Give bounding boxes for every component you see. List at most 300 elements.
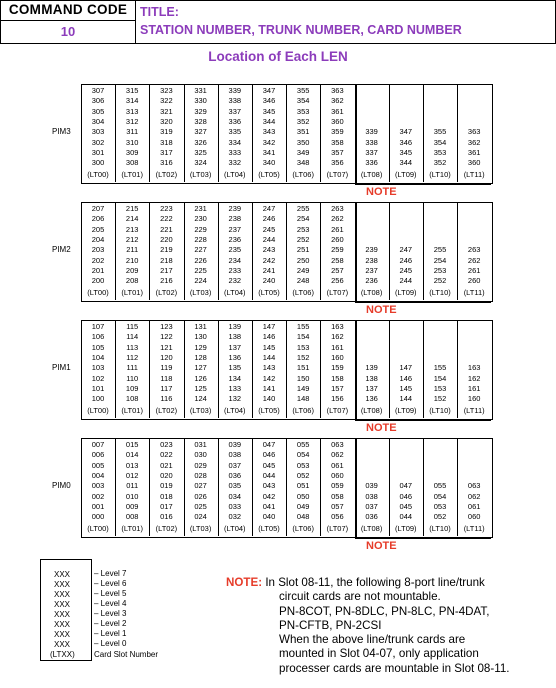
len-number: 113 — [126, 342, 139, 352]
legend-xxx: XXX — [54, 580, 71, 589]
len-number: 328 — [194, 116, 207, 126]
len-number: 242 — [262, 255, 276, 265]
len-number: 356 — [331, 158, 344, 168]
len-number: 247 — [399, 245, 413, 255]
len-number: 245 — [262, 224, 276, 234]
len-number: 331 — [194, 86, 207, 95]
len-number: 154 — [296, 332, 310, 342]
len-number: 140 — [262, 394, 276, 404]
len-number: 260 — [467, 276, 481, 286]
len-number: 046 — [399, 491, 413, 501]
slot-label: (LT03) — [189, 288, 212, 297]
slot-label: (LT04) — [224, 288, 246, 297]
len-number: 215 — [125, 204, 139, 213]
len-number: 149 — [296, 383, 310, 393]
len-number: 347 — [399, 127, 413, 137]
len-number: 253 — [433, 265, 447, 275]
len-number: 055 — [433, 481, 447, 491]
legend-xxx: XXX — [54, 570, 71, 579]
len-number: 254 — [433, 255, 447, 265]
len-number: 151 — [296, 363, 310, 373]
len-number: 344 — [262, 116, 276, 126]
len-number: 144 — [399, 394, 413, 404]
len-number: 229 — [194, 224, 207, 234]
len-number: 322 — [160, 96, 173, 106]
len-number: 262 — [331, 214, 344, 224]
legend-xxx: XXX — [54, 600, 71, 609]
len-number: 015 — [125, 440, 139, 449]
len-number: 105 — [91, 342, 105, 352]
len-number: 311 — [126, 127, 139, 137]
len-number: 152 — [296, 352, 310, 362]
len-number: 321 — [160, 106, 173, 116]
len-number: 258 — [331, 255, 344, 265]
len-number: 144 — [262, 352, 276, 362]
len-number: 063 — [467, 481, 481, 491]
len-number: 260 — [331, 234, 344, 244]
len-number: 037 — [365, 501, 378, 511]
len-number: 146 — [399, 373, 413, 383]
len-number: 253 — [296, 224, 310, 234]
len-number: 124 — [194, 394, 207, 404]
len-number: 153 — [433, 383, 447, 393]
len-number: 031 — [194, 440, 207, 449]
len-number: 239 — [365, 245, 378, 255]
slot-label: (LT03) — [189, 406, 212, 415]
len-number: 221 — [160, 224, 173, 234]
len-number: 325 — [194, 147, 207, 157]
slot-label: (LT05) — [258, 406, 280, 415]
len-number: 133 — [228, 383, 242, 393]
len-number: 327 — [194, 127, 207, 137]
len-number: 238 — [365, 255, 378, 265]
len-number: 046 — [262, 450, 276, 460]
len-number: 314 — [125, 96, 139, 106]
len-number: 244 — [262, 234, 276, 244]
header — [0, 0, 556, 44]
len-number: 246 — [262, 214, 276, 224]
len-number: 235 — [228, 245, 242, 255]
len-number: 128 — [194, 352, 207, 362]
len-number: 043 — [262, 481, 276, 491]
len-number: 204 — [91, 234, 105, 244]
len-number: 059 — [331, 481, 344, 491]
len-number: 254 — [296, 214, 310, 224]
len-number: 313 — [125, 106, 139, 116]
note-line-4: PN-CFTB, PN-2CSI — [279, 618, 382, 632]
len-number: 358 — [331, 137, 344, 147]
slot-label: (LT01) — [121, 406, 143, 415]
legend-level: – Level 7 — [94, 569, 127, 578]
len-number: 337 — [228, 106, 242, 116]
legend-xxx: XXX — [54, 590, 71, 599]
len-number: 119 — [160, 363, 173, 373]
len-number: 147 — [399, 363, 413, 373]
len-number: 024 — [194, 512, 207, 522]
len-number: 039 — [228, 440, 242, 449]
len-number: 334 — [228, 137, 242, 147]
len-number: 255 — [433, 245, 447, 255]
len-number: 052 — [296, 470, 310, 480]
len-number: 145 — [399, 383, 413, 393]
len-number: 346 — [262, 96, 276, 106]
legend-level: – Level 1 — [94, 629, 127, 638]
len-number: 142 — [262, 373, 276, 383]
len-number: 354 — [433, 137, 447, 147]
legend-xxx: XXX — [54, 640, 71, 649]
len-number: 029 — [194, 460, 207, 470]
legend-slot-label: Card Slot Number — [94, 650, 159, 659]
len-number: 032 — [228, 512, 242, 522]
len-number: 241 — [262, 265, 276, 275]
len-number: 246 — [399, 255, 413, 265]
len-number: 052 — [433, 512, 447, 522]
len-number: 248 — [296, 276, 310, 286]
len-number: 301 — [91, 147, 105, 157]
slot-label: (LT05) — [258, 288, 280, 297]
len-number: 212 — [125, 234, 139, 244]
len-number: 047 — [399, 481, 413, 491]
legend-xxx: XXX — [54, 620, 71, 629]
len-number: 115 — [126, 322, 139, 331]
len-number: 009 — [125, 501, 139, 511]
slot-label: (LT07) — [326, 406, 349, 415]
legend-level: – Level 6 — [94, 579, 127, 588]
len-number: 044 — [399, 512, 413, 522]
len-number: 049 — [296, 501, 310, 511]
legend-level: – Level 5 — [94, 589, 127, 598]
len-number: 362 — [467, 137, 481, 147]
len-number: 226 — [194, 255, 207, 265]
len-number: 101 — [91, 383, 105, 393]
len-number: 055 — [296, 440, 310, 449]
len-number: 148 — [296, 394, 310, 404]
slot-label: (LT03) — [189, 170, 212, 179]
len-number: 361 — [331, 106, 344, 116]
legend-level: – Level 4 — [94, 599, 127, 608]
len-number: 315 — [125, 86, 139, 95]
len-number: 004 — [91, 470, 105, 480]
len-number: 037 — [228, 460, 242, 470]
len-number: 062 — [467, 491, 481, 501]
len-number: 336 — [365, 158, 378, 168]
len-number: 146 — [262, 332, 276, 342]
slot-label: (LT08) — [360, 406, 383, 415]
len-number: 127 — [194, 363, 207, 373]
len-number: 354 — [296, 96, 310, 106]
len-number: 060 — [467, 512, 481, 522]
len-number: 220 — [160, 234, 173, 244]
len-number: 021 — [160, 460, 173, 470]
len-number: 130 — [194, 332, 207, 342]
len-number: 107 — [91, 322, 105, 331]
len-number: 137 — [228, 342, 242, 352]
len-number: 051 — [296, 481, 310, 491]
len-number: 353 — [433, 147, 447, 157]
len-number: 108 — [125, 394, 139, 404]
len-number: 236 — [228, 234, 242, 244]
len-number: 224 — [194, 276, 207, 286]
len-number: 335 — [228, 127, 242, 137]
len-number: 239 — [228, 204, 242, 213]
len-number: 136 — [365, 394, 378, 404]
len-number: 141 — [262, 383, 276, 393]
slot-label: (LT04) — [224, 170, 246, 179]
header-divider — [1, 20, 135, 21]
len-number: 103 — [91, 363, 105, 373]
len-number: 118 — [160, 373, 173, 383]
len-number: 025 — [194, 501, 207, 511]
len-number: 300 — [91, 158, 105, 168]
len-number: 243 — [262, 245, 276, 255]
len-number: 155 — [296, 322, 310, 331]
pim-label: PIM0 — [52, 481, 71, 490]
len-number: 355 — [433, 127, 447, 137]
legend-xxx: XXX — [54, 610, 71, 619]
len-number: 139 — [365, 363, 378, 373]
slot-label: (LT02) — [155, 288, 178, 297]
len-number: 231 — [194, 204, 207, 213]
legend-level: – Level 0 — [94, 639, 127, 648]
len-number: 123 — [160, 322, 173, 331]
slot-label: (LT10) — [429, 406, 451, 415]
len-number: 306 — [91, 96, 105, 106]
len-number: 008 — [125, 512, 139, 522]
note-marker: NOTE — [366, 304, 397, 316]
note-underline — [355, 184, 492, 185]
page-subtitle: Location of Each LEN — [208, 49, 348, 64]
slot-label: (LT05) — [258, 524, 280, 533]
len-number: 207 — [91, 204, 105, 213]
len-number: 150 — [296, 373, 310, 383]
len-number: 145 — [262, 342, 276, 352]
note-line-7: processer cards are mountable in Slot 08-11. — [279, 661, 510, 675]
pim-label: PIM2 — [52, 245, 71, 254]
len-number: 011 — [126, 481, 139, 491]
slot-label: (LT11) — [463, 524, 485, 533]
note-line-2: circuit cards are not mountable. — [279, 590, 441, 604]
len-number: 062 — [331, 450, 344, 460]
len-number: 345 — [399, 147, 413, 157]
slot-label: (LT10) — [429, 288, 451, 297]
note-line-6: mounted in Slot 04-07, only application — [279, 647, 479, 661]
len-number: 026 — [194, 491, 207, 501]
len-number: 111 — [126, 363, 138, 373]
len-number: 054 — [433, 491, 447, 501]
legend-slot: (LTXX) — [50, 650, 75, 659]
len-number: 102 — [91, 373, 105, 383]
len-number: 237 — [228, 224, 242, 234]
len-number: 038 — [365, 491, 378, 501]
len-number: 259 — [331, 245, 344, 255]
legend-level: – Level 2 — [94, 619, 127, 628]
len-number: 346 — [399, 137, 413, 147]
len-number: 304 — [91, 116, 105, 126]
len-number: 156 — [331, 394, 344, 404]
slot-label: (LT08) — [360, 288, 383, 297]
slot-label: (LT04) — [224, 524, 246, 533]
note-head: NOTE: — [226, 576, 263, 589]
len-number: 312 — [125, 116, 139, 126]
len-number: 352 — [296, 116, 310, 126]
len-number: 227 — [194, 245, 207, 255]
len-number: 332 — [228, 158, 242, 168]
len-number: 038 — [228, 450, 242, 460]
len-number: 002 — [91, 491, 105, 501]
len-number: 329 — [194, 106, 207, 116]
len-number: 342 — [262, 137, 276, 147]
slot-label: (LT00) — [87, 170, 109, 179]
slot-label: (LT06) — [292, 170, 314, 179]
slot-label: (LT06) — [292, 406, 314, 415]
len-number: 216 — [160, 276, 173, 286]
len-number: 218 — [160, 255, 173, 265]
note-block — [226, 576, 556, 676]
len-number: 122 — [160, 332, 173, 342]
len-number: 340 — [262, 158, 276, 168]
len-number: 324 — [194, 158, 207, 168]
len-number: 020 — [160, 470, 173, 480]
len-number: 058 — [331, 491, 344, 501]
len-number: 250 — [296, 255, 310, 265]
len-number: 308 — [125, 158, 139, 168]
len-number: 219 — [160, 245, 173, 255]
len-number: 256 — [331, 276, 344, 286]
len-number: 255 — [296, 204, 310, 213]
slot-label: (LT06) — [292, 524, 314, 533]
slot-label: (LT09) — [395, 406, 417, 415]
len-number: 252 — [296, 234, 310, 244]
len-number: 153 — [296, 342, 310, 352]
len-number: 063 — [331, 440, 344, 449]
len-number: 054 — [296, 450, 310, 460]
slot-label: (LT11) — [463, 170, 485, 179]
len-number: 162 — [467, 373, 481, 383]
slot-label: (LT08) — [360, 170, 383, 179]
len-number: 237 — [365, 265, 378, 275]
len-number: 041 — [262, 501, 276, 511]
len-number: 205 — [91, 224, 105, 234]
len-number: 001 — [91, 501, 105, 511]
note-marker: NOTE — [366, 186, 397, 198]
len-number: 330 — [194, 96, 207, 106]
slot-label: (LT11) — [463, 288, 485, 297]
len-number: 317 — [160, 147, 173, 157]
len-number: 310 — [125, 137, 139, 147]
slot-label: (LT10) — [429, 524, 451, 533]
len-number: 349 — [296, 147, 310, 157]
slot-label: (LT07) — [326, 288, 349, 297]
len-number: 154 — [433, 373, 447, 383]
len-number: 302 — [91, 137, 105, 147]
len-number: 341 — [262, 147, 276, 157]
len-number: 359 — [331, 127, 344, 137]
len-number: 206 — [91, 214, 105, 224]
note-marker: NOTE — [366, 422, 397, 434]
len-number: 353 — [296, 106, 310, 116]
len-number: 012 — [125, 470, 139, 480]
len-number: 159 — [331, 363, 344, 373]
len-number: 234 — [228, 255, 242, 265]
pim-label: PIM3 — [52, 127, 71, 136]
slot-label: (LT05) — [258, 170, 280, 179]
note-underline — [355, 302, 492, 303]
len-number: 355 — [296, 86, 310, 95]
len-number: 114 — [126, 332, 139, 342]
len-number: 048 — [296, 512, 310, 522]
len-number: 217 — [160, 265, 173, 275]
title-label: TITLE: — [140, 5, 179, 19]
len-number: 014 — [125, 450, 139, 460]
len-number: 061 — [331, 460, 344, 470]
len-number: 261 — [467, 265, 481, 275]
slot-label: (LT03) — [189, 524, 212, 533]
len-number: 160 — [467, 394, 481, 404]
len-number: 060 — [331, 470, 344, 480]
len-number: 162 — [331, 332, 344, 342]
len-number: 106 — [91, 332, 105, 342]
len-number: 061 — [467, 501, 481, 511]
len-number: 022 — [160, 450, 173, 460]
len-number: 157 — [331, 383, 344, 393]
len-number: 125 — [194, 383, 207, 393]
len-number: 131 — [194, 322, 207, 331]
len-number: 213 — [125, 224, 139, 234]
len-number: 263 — [331, 204, 344, 213]
len-number: 010 — [125, 491, 139, 501]
slot-label: (LT09) — [395, 170, 417, 179]
len-number: 152 — [433, 394, 447, 404]
len-number: 348 — [296, 158, 310, 168]
len-number: 050 — [296, 491, 310, 501]
len-number: 319 — [160, 127, 173, 137]
len-number: 223 — [160, 204, 173, 213]
len-number: 005 — [91, 460, 105, 470]
slot-label: (LT02) — [155, 406, 178, 415]
len-number: 160 — [331, 352, 344, 362]
len-number: 035 — [228, 481, 242, 491]
len-number: 351 — [296, 127, 310, 137]
len-number: 249 — [296, 265, 310, 275]
len-number: 139 — [228, 322, 242, 331]
len-number: 251 — [296, 245, 310, 255]
len-number: 305 — [91, 106, 105, 116]
len-number: 147 — [262, 322, 276, 331]
len-number: 238 — [228, 214, 242, 224]
len-number: 338 — [228, 96, 242, 106]
len-number: 252 — [433, 276, 447, 286]
len-number: 211 — [126, 245, 139, 255]
len-number: 007 — [91, 440, 105, 449]
slot-label: (LT00) — [87, 288, 109, 297]
len-number: 236 — [365, 276, 378, 286]
note-underline — [355, 420, 492, 421]
len-number: 214 — [125, 214, 139, 224]
len-number: 347 — [262, 86, 276, 95]
len-number: 161 — [467, 383, 481, 393]
slot-label: (LT01) — [121, 170, 143, 179]
len-number: 137 — [365, 383, 378, 393]
len-number: 112 — [126, 352, 139, 362]
len-number: 018 — [160, 491, 173, 501]
len-number: 036 — [365, 512, 378, 522]
len-number: 326 — [194, 137, 207, 147]
len-number: 109 — [125, 383, 139, 393]
command-code-value: 10 — [60, 24, 76, 39]
len-number: 045 — [399, 501, 413, 511]
len-number: 039 — [365, 481, 378, 491]
len-number: 262 — [467, 255, 481, 265]
